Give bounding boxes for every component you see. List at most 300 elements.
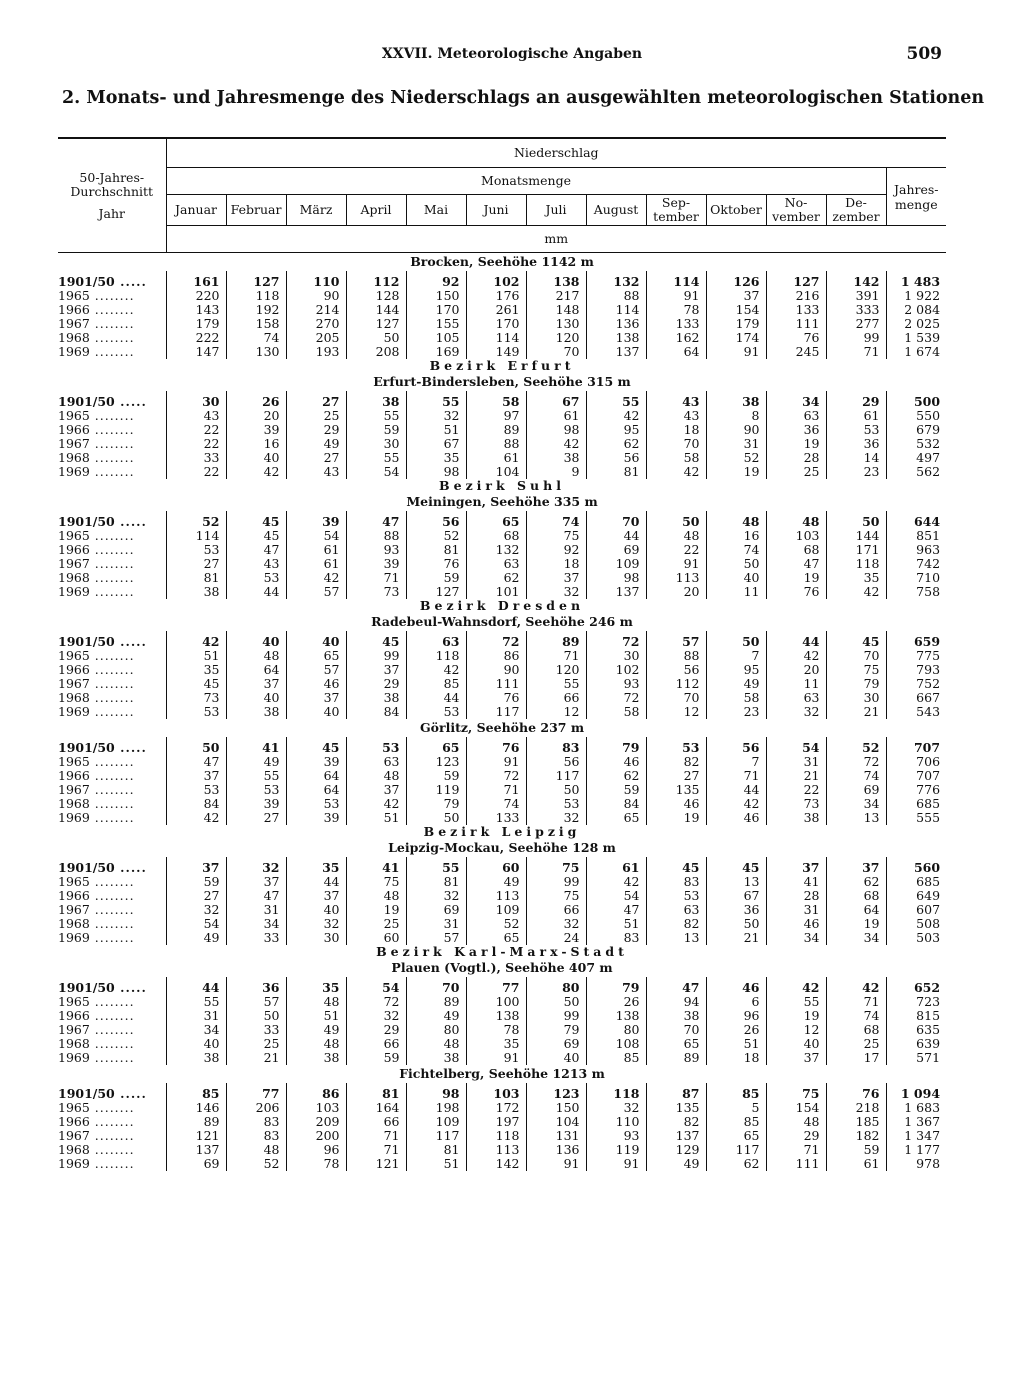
monthly-value-cell: 245 [766,345,826,359]
monthly-value-cell: 46 [646,797,706,811]
monthly-value-cell: 14 [826,451,886,465]
monthly-value-cell: 48 [286,995,346,1009]
monthly-value-cell: 22 [166,423,226,437]
month-header [466,195,526,226]
monthly-value-cell: 92 [526,543,586,557]
monatsmenge-header: Monatsmenge [166,168,886,195]
leader-dots: ........ [89,769,135,783]
monthly-value-cell: 89 [406,995,466,1009]
monthly-value-cell: 37 [166,769,226,783]
monthly-value-cell: 40 [226,451,286,465]
monthly-value-cell: 19 [826,917,886,931]
year-cell [58,345,166,359]
monthly-value-cell: 37 [346,663,406,677]
year-cell [58,1129,166,1143]
monthly-value-cell: 117 [526,769,586,783]
monthly-value-cell: 70 [526,345,586,359]
year-cell [58,1037,166,1051]
annual-total-cell: 2 084 [886,303,946,317]
monthly-value-cell: 98 [586,571,646,585]
table-row [58,1157,946,1171]
monthly-value-cell: 44 [766,631,826,649]
monthly-value-cell: 49 [286,437,346,451]
table-row [58,797,946,811]
monthly-value-cell: 114 [646,271,706,289]
monthly-value-cell: 40 [766,1037,826,1051]
monthly-value-cell: 42 [766,649,826,663]
annual-total-cell: 497 [886,451,946,465]
monthly-value-cell: 54 [346,465,406,479]
monthly-value-cell: 104 [526,1115,586,1129]
monthly-value-cell: 63 [466,557,526,571]
monthly-value-cell: 31 [706,437,766,451]
page-number: 509 [906,44,942,64]
monthly-value-cell: 20 [226,409,286,423]
table-row [58,1083,946,1101]
jahresmenge-line2: menge [894,196,938,212]
monthly-value-cell: 58 [706,691,766,705]
monthly-value-cell: 47 [166,755,226,769]
station-title: Görlitz, Seehöhe 237 m [419,720,585,735]
monthly-value-cell: 13 [706,875,766,889]
monthly-value-cell: 36 [766,423,826,437]
monthly-value-cell: 49 [226,755,286,769]
monthly-value-cell: 88 [646,649,706,663]
monthly-value-cell: 138 [586,1009,646,1023]
monthly-value-cell: 71 [346,571,406,585]
monthly-value-cell: 72 [586,631,646,649]
monthly-value-cell: 70 [826,649,886,663]
monthly-value-cell: 25 [286,409,346,423]
annual-total-cell: 707 [886,737,946,755]
leader-dots: ........ [89,1051,135,1065]
year-cell [58,663,166,677]
leader-dots: ........ [89,1143,135,1157]
monthly-value-cell: 44 [706,783,766,797]
monthly-value-cell: 49 [286,1023,346,1037]
leader-dots: ........ [89,811,135,825]
monthly-value-cell: 21 [826,705,886,719]
monthly-value-cell: 127 [226,271,286,289]
monthly-value-cell: 76 [406,557,466,571]
monthly-value-cell: 37 [286,889,346,903]
year-cell [58,271,166,289]
leader-dots: ........ [89,529,135,543]
monthly-value-cell: 66 [526,903,586,917]
station-title: Brocken, Seehöhe 1142 m [410,254,594,269]
monthly-value-cell: 7 [706,649,766,663]
table-row [58,1129,946,1143]
monthly-value-cell: 99 [826,331,886,345]
year-label: 1967 [58,557,90,571]
monthly-value-cell: 50 [646,511,706,529]
monthly-value-cell: 110 [586,1115,646,1129]
month-header-text: zember [832,209,880,224]
annual-total-cell: 1 367 [886,1115,946,1129]
monthly-value-cell: 55 [346,451,406,465]
monthly-value-cell: 38 [166,585,226,599]
region-row [58,359,946,373]
year-label: 1968 [58,917,90,931]
leader-dots: ........ [89,931,135,945]
year-label: 1965 [58,1101,90,1115]
table-row [58,737,946,755]
year-label: 1968 [58,691,90,705]
monthly-value-cell: 13 [646,931,706,945]
monthly-value-cell: 109 [586,557,646,571]
monthly-value-cell: 19 [646,811,706,825]
monthly-value-cell: 32 [286,917,346,931]
monthly-value-cell: 38 [346,391,406,409]
annual-total-cell: 706 [886,755,946,769]
monthly-value-cell: 68 [766,543,826,557]
monthly-value-cell: 57 [286,585,346,599]
year-cell [58,331,166,345]
monthly-value-cell: 63 [406,631,466,649]
monthly-value-cell: 45 [826,631,886,649]
leader-dots: ..... [114,860,147,875]
year-cell [58,437,166,451]
unit-header: mm [166,226,946,253]
year-label: 1965 [58,529,90,543]
table-row [58,691,946,705]
monthly-value-cell: 20 [766,663,826,677]
year-label: 1965 [58,875,90,889]
year-label: 1968 [58,1037,90,1051]
monthly-value-cell: 67 [706,889,766,903]
year-cell [58,737,166,755]
leader-dots: ........ [89,331,135,345]
monthly-value-cell: 19 [766,437,826,451]
monthly-value-cell: 59 [166,875,226,889]
month-header-text: April [360,202,392,217]
monthly-value-cell: 55 [586,391,646,409]
monthly-value-cell: 70 [646,691,706,705]
monthly-value-cell: 33 [226,1023,286,1037]
monthly-value-cell: 42 [766,977,826,995]
year-label: 1966 [58,423,90,437]
monthly-value-cell: 53 [226,783,286,797]
monthly-value-cell: 52 [406,529,466,543]
monthly-value-cell: 65 [646,1037,706,1051]
monthly-value-cell: 143 [166,303,226,317]
station-row [58,959,946,977]
year-cell [58,977,166,995]
stub-label-line1: 50-Jahres- [79,169,145,185]
monthly-value-cell: 66 [346,1115,406,1129]
monthly-value-cell: 51 [706,1037,766,1051]
monthly-value-cell: 76 [826,1083,886,1101]
leader-dots: ........ [89,543,135,557]
month-header [406,195,466,226]
region-title: Bezirk Suhl [439,479,565,493]
monthly-value-cell: 53 [166,783,226,797]
table-row [58,875,946,889]
monthly-value-cell: 86 [466,649,526,663]
monthly-value-cell: 126 [706,271,766,289]
monthly-value-cell: 43 [646,391,706,409]
monthly-value-cell: 46 [706,811,766,825]
table-row [58,677,946,691]
annual-total-cell: 710 [886,571,946,585]
year-label: 1969 [58,811,90,825]
year-label: 1969 [58,705,90,719]
monthly-value-cell: 48 [286,1037,346,1051]
monthly-value-cell: 30 [586,649,646,663]
table-row [58,769,946,783]
monthly-value-cell: 72 [586,691,646,705]
monthly-value-cell: 29 [346,1023,406,1037]
monthly-value-cell: 130 [226,345,286,359]
annual-total-cell: 555 [886,811,946,825]
year-cell [58,465,166,479]
year-label: 1966 [58,543,90,557]
monthly-value-cell: 209 [286,1115,346,1129]
table-row [58,1051,946,1065]
monthly-value-cell: 50 [706,631,766,649]
monthly-value-cell: 50 [706,917,766,931]
monthly-value-cell: 65 [586,811,646,825]
monthly-value-cell: 29 [286,423,346,437]
monthly-value-cell: 12 [526,705,586,719]
annual-total-cell: 607 [886,903,946,917]
leader-dots: ........ [89,1009,135,1023]
month-header [586,195,646,226]
monthly-value-cell: 65 [466,931,526,945]
monthly-value-cell: 64 [826,903,886,917]
year-label: 1969 [58,465,90,479]
monthly-value-cell: 161 [166,271,226,289]
monthly-value-cell: 48 [346,889,406,903]
monthly-value-cell: 99 [526,1009,586,1023]
monthly-value-cell: 63 [346,755,406,769]
year-cell [58,391,166,409]
leader-dots: ........ [89,1115,135,1129]
monthly-value-cell: 83 [226,1115,286,1129]
monthly-value-cell: 57 [646,631,706,649]
leader-dots: ........ [89,1023,135,1037]
monthly-value-cell: 48 [226,1143,286,1157]
station-row [58,613,946,631]
monthly-value-cell: 154 [766,1101,826,1115]
monthly-value-cell: 76 [766,585,826,599]
year-label: 1967 [58,1129,90,1143]
year-cell [58,691,166,705]
year-cell [58,1115,166,1129]
monthly-value-cell: 35 [166,663,226,677]
monthly-value-cell: 40 [286,903,346,917]
monthly-value-cell: 42 [166,631,226,649]
annual-total-cell: 560 [886,857,946,875]
year-cell [58,1143,166,1157]
monthly-value-cell: 46 [766,917,826,931]
monthly-value-cell: 37 [826,857,886,875]
monthly-value-cell: 75 [526,857,586,875]
annual-total-cell: 723 [886,995,946,1009]
monthly-value-cell: 103 [466,1083,526,1101]
monthly-value-cell: 102 [466,271,526,289]
monthly-value-cell: 129 [646,1143,706,1157]
stub-label-line3: Jahr [98,205,125,221]
monthly-value-cell: 132 [586,271,646,289]
year-label: 1968 [58,451,90,465]
monthly-value-cell: 100 [466,995,526,1009]
region-title: Bezirk Dresden [419,599,585,613]
monthly-value-cell: 47 [646,977,706,995]
monthly-value-cell: 88 [346,529,406,543]
annual-total-cell: 1 094 [886,1083,946,1101]
monthly-value-cell: 70 [646,437,706,451]
monthly-value-cell: 73 [346,585,406,599]
year-label: 1965 [58,995,90,1009]
monthly-value-cell: 57 [406,931,466,945]
annual-total-cell: 793 [886,663,946,677]
monthly-value-cell: 53 [286,797,346,811]
monthly-value-cell: 31 [166,1009,226,1023]
year-label: 1901/50 [58,740,115,755]
monthly-value-cell: 26 [226,391,286,409]
monthly-value-cell: 59 [406,769,466,783]
monthly-value-cell: 179 [166,317,226,331]
monthly-value-cell: 88 [466,437,526,451]
monthly-value-cell: 118 [226,289,286,303]
year-cell [58,755,166,769]
table-row [58,451,946,465]
monthly-value-cell: 84 [166,797,226,811]
monthly-value-cell: 158 [226,317,286,331]
monthly-value-cell: 170 [406,303,466,317]
year-label: 1969 [58,585,90,599]
monthly-value-cell: 76 [766,331,826,345]
monthly-value-cell: 44 [226,585,286,599]
monthly-value-cell: 65 [706,1129,766,1143]
year-label: 1969 [58,345,90,359]
table-row [58,465,946,479]
monthly-value-cell: 91 [706,345,766,359]
station-title: Leipzig-Mockau, Seehöhe 128 m [388,840,616,855]
monthly-value-cell: 112 [646,677,706,691]
monthly-value-cell: 54 [346,977,406,995]
year-cell [58,931,166,945]
monthly-value-cell: 109 [406,1115,466,1129]
monthly-value-cell: 76 [466,691,526,705]
monthly-value-cell: 32 [166,903,226,917]
monthly-value-cell: 53 [826,423,886,437]
monthly-value-cell: 118 [826,557,886,571]
monthly-value-cell: 90 [706,423,766,437]
annual-total-cell: 1 683 [886,1101,946,1115]
monthly-value-cell: 137 [586,585,646,599]
monthly-value-cell: 98 [526,423,586,437]
monthly-value-cell: 40 [166,1037,226,1051]
monthly-value-cell: 113 [646,571,706,585]
precipitation-table [58,137,946,1171]
monthly-value-cell: 34 [766,931,826,945]
monthly-value-cell: 174 [706,331,766,345]
monthly-value-cell: 89 [526,631,586,649]
month-header-text: Oktober [710,202,762,217]
monthly-value-cell: 136 [526,1143,586,1157]
region-row [58,945,946,959]
year-label: 1901/50 [58,514,115,529]
monthly-value-cell: 144 [826,529,886,543]
annual-total-cell: 758 [886,585,946,599]
table-row [58,705,946,719]
year-label: 1967 [58,437,90,451]
monthly-value-cell: 205 [286,331,346,345]
year-cell [58,1051,166,1065]
station-title: Fichtelberg, Seehöhe 1213 m [399,1066,605,1081]
annual-total-cell: 508 [886,917,946,931]
monthly-value-cell: 42 [706,797,766,811]
monthly-value-cell: 19 [346,903,406,917]
monthly-value-cell: 35 [466,1037,526,1051]
year-cell [58,917,166,931]
table-row [58,783,946,797]
monthly-value-cell: 43 [646,409,706,423]
month-header [346,195,406,226]
region-row [58,599,946,613]
table-row [58,663,946,677]
monthly-value-cell: 59 [406,571,466,585]
region-row [58,479,946,493]
monthly-value-cell: 74 [826,1009,886,1023]
monthly-value-cell: 48 [226,649,286,663]
month-header-text: vember [772,209,820,224]
monthly-value-cell: 18 [706,1051,766,1065]
monthly-value-cell: 69 [586,543,646,557]
annual-total-cell: 815 [886,1009,946,1023]
monthly-value-cell: 192 [226,303,286,317]
year-label: 1966 [58,1009,90,1023]
monthly-value-cell: 61 [286,557,346,571]
monthly-value-cell: 44 [586,529,646,543]
annual-total-cell: 659 [886,631,946,649]
year-label: 1901/50 [58,980,115,995]
leader-dots: ........ [89,691,135,705]
monthly-value-cell: 44 [406,691,466,705]
monthly-value-cell: 83 [586,931,646,945]
monthly-value-cell: 64 [646,345,706,359]
monthly-value-cell: 64 [286,769,346,783]
leader-dots: ..... [114,634,147,649]
table-row [58,917,946,931]
monthly-value-cell: 50 [526,783,586,797]
leader-dots: ........ [89,557,135,571]
monthly-value-cell: 59 [346,1051,406,1065]
monthly-value-cell: 65 [466,511,526,529]
monthly-value-cell: 37 [526,571,586,585]
monthly-value-cell: 114 [586,303,646,317]
annual-total-cell: 503 [886,931,946,945]
monthly-value-cell: 137 [646,1129,706,1143]
monthly-value-cell: 41 [346,857,406,875]
annual-total-cell: 500 [886,391,946,409]
table-row [58,317,946,331]
year-cell [58,451,166,465]
monthly-value-cell: 108 [586,1037,646,1051]
monthly-value-cell: 32 [526,585,586,599]
annual-total-cell: 1 177 [886,1143,946,1157]
monthly-value-cell: 77 [466,977,526,995]
monthly-value-cell: 13 [826,811,886,825]
year-cell [58,857,166,875]
monthly-value-cell: 50 [406,811,466,825]
monthly-value-cell: 59 [826,1143,886,1157]
monthly-value-cell: 45 [166,677,226,691]
monthly-value-cell: 90 [286,289,346,303]
monthly-value-cell: 69 [826,783,886,797]
